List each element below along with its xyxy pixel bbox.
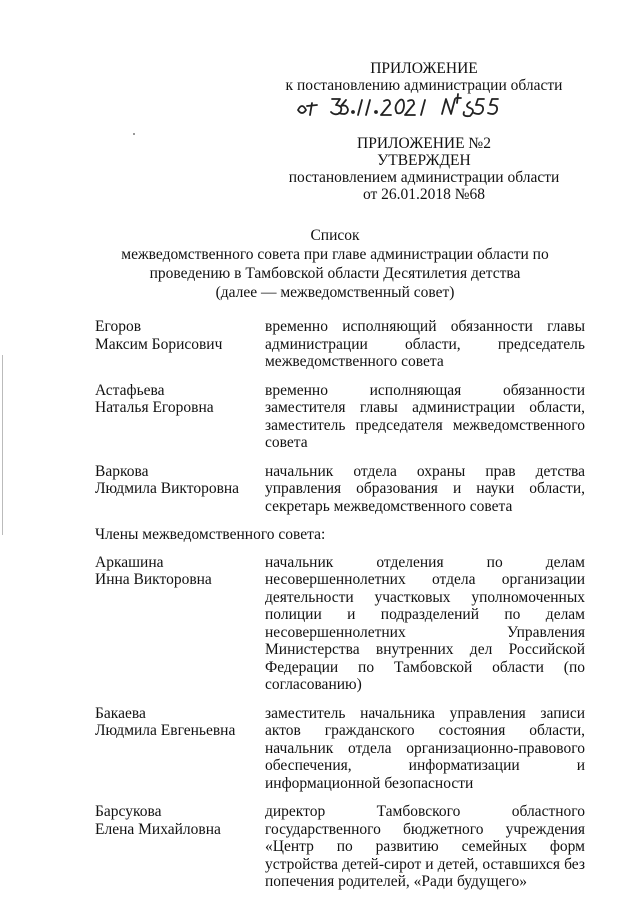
roster-entry <box>95 382 585 452</box>
appendix-subtitle: к постановлению администрации области <box>285 77 563 94</box>
scan-margin-mark <box>2 355 3 535</box>
person-name <box>95 554 265 694</box>
position-text: директор Тамбовского областного государственного бюджетного учреждения «Центр по развитию семейных форм устройства детей-сирот и детей, оставшихся без попечения родителей, «Ради будущего» <box>265 803 585 890</box>
person-name <box>95 803 265 891</box>
given-names: Инна Викторовна <box>95 571 212 588</box>
position-text: заместитель начальника управления записи актов гражданского состояния области, начальник отдела организационно-правового обеспечения, информатизации и информационной безопасности <box>265 704 585 792</box>
members-heading: Члены межведомственного совета: <box>95 526 326 543</box>
position-text: временно исполняющая обязанности заместителя главы администрации области, заместитель председателя межведомственного совета <box>265 381 585 451</box>
scan-speck <box>133 133 135 135</box>
title-line-1: Список <box>310 227 360 244</box>
position-text: временно исполняющий обязанности главы администрации области, председатель межведомственного совета <box>265 318 585 370</box>
approved-date: от 26.01.2018 №68 <box>362 186 486 203</box>
approved-by: постановлением администрации области <box>288 169 560 186</box>
approved-header <box>280 135 568 203</box>
approved-label: УТВЕРЖДЕН <box>377 152 471 169</box>
position-text: начальник отдела охраны прав детства управления образования и науки области, секретарь межведомственного совета <box>265 462 585 515</box>
title-line-4: (далее — межведомственный совет) <box>215 284 455 301</box>
appendix-title: ПРИЛОЖЕНИЕ <box>370 60 478 77</box>
roster-entry <box>95 705 585 793</box>
given-names: Людмила Евгеньевна <box>95 722 236 739</box>
surname: Астафьева <box>95 381 165 399</box>
person-name <box>95 382 265 452</box>
council-roster <box>95 318 585 902</box>
surname: Барсукова <box>95 803 162 820</box>
roster-entry <box>95 554 585 694</box>
roster-entry <box>95 803 585 891</box>
person-name <box>95 705 265 793</box>
person-name <box>95 463 265 516</box>
roster-entry <box>95 318 585 371</box>
given-names: Максим Борисович <box>95 335 223 353</box>
surname: Варкова <box>95 462 149 480</box>
roster-entry <box>95 463 585 516</box>
given-names: Елена Михайловна <box>95 820 221 838</box>
appendix-number: ПРИЛОЖЕНИЕ №2 <box>357 135 491 152</box>
person-name <box>95 318 265 371</box>
handwritten-date-number <box>292 92 552 118</box>
given-names: Наталья Егоровна <box>95 399 214 416</box>
appendix-header <box>280 60 568 94</box>
position-text: начальник отделения по делам несовершеннолетних отдела организации деятельности участковых уполномоченных полиции и подразделений по делам несовершеннолетних Управления Министерства внутренних дел Российской Федерации по Тамбовской области (по согласованию) <box>265 553 585 693</box>
surname: Аркашина <box>95 553 164 571</box>
title-line-3: проведению в Тамбовской области Десятилетия детства <box>149 265 521 282</box>
document-title <box>100 226 570 302</box>
given-names: Людмила Викторовна <box>95 480 240 497</box>
surname: Егоров <box>95 318 142 335</box>
title-line-2: межведомственного совета при главе администрации области по <box>121 246 549 263</box>
surname: Бакаева <box>95 704 146 722</box>
